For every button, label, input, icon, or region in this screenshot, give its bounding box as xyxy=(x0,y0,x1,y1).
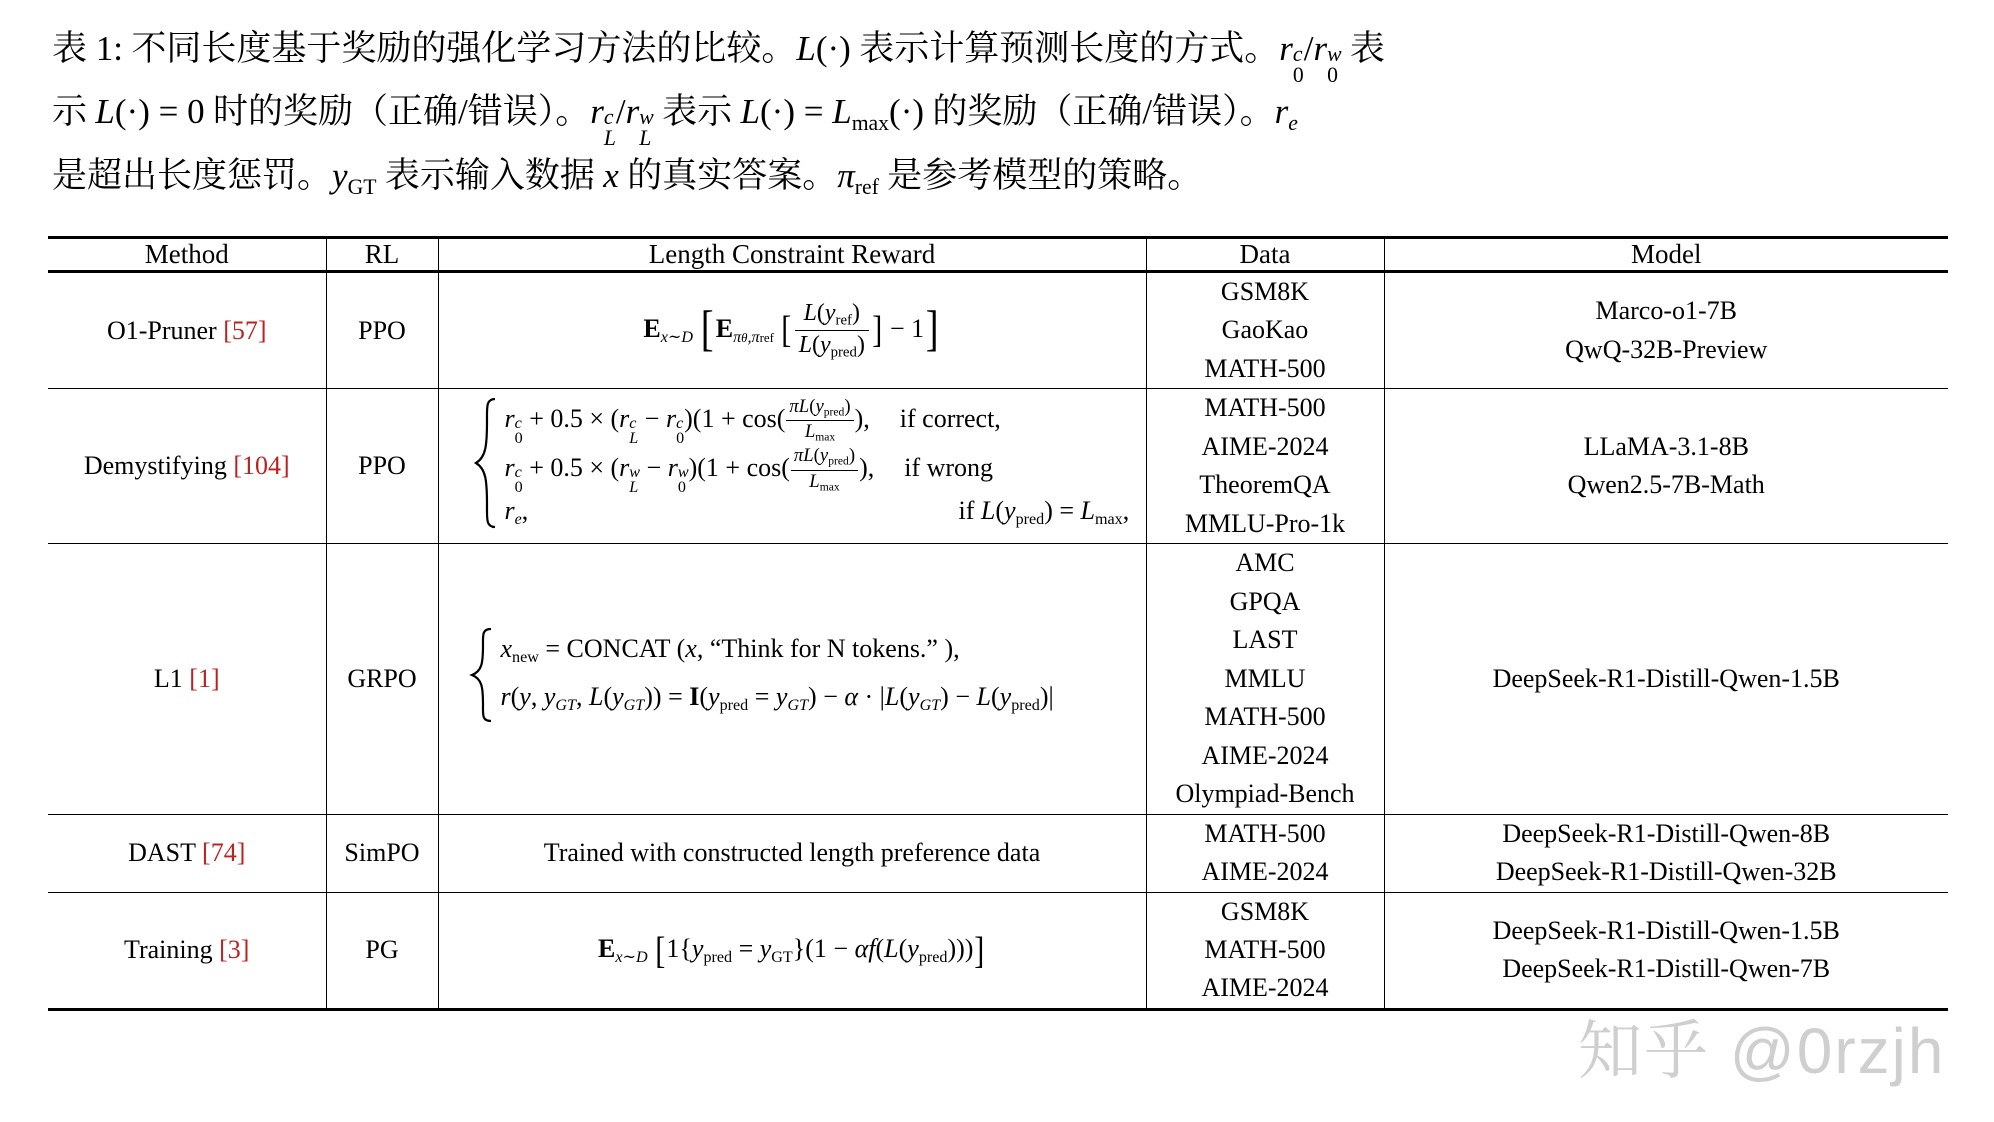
caption-line-3: 是超出长度惩罚。$y_{GT}$ 表示输入数据 x 的真实答案。$\pi_{ref}$ 是参考模型的策略。 xyxy=(52,155,1203,199)
caption-text-2a: 示 xyxy=(52,92,88,132)
model-item: Qwen2.5-7B-Math xyxy=(1567,470,1765,500)
cell-method xyxy=(48,544,326,814)
data-item: GSM8K xyxy=(1220,277,1310,306)
case-condition: if $L(y_{pred}) = L_{max}$, xyxy=(958,495,1130,528)
case-row xyxy=(505,496,1130,529)
caption-line-1: 表 1: 不同长度基于奖励的强化学习方法的比较。L(·) 表示计算预测长度的方式。r c 0 /r w 0 表 xyxy=(52,29,1385,87)
caption-text-3a: 是超出长度惩罚。 xyxy=(52,155,333,195)
case-expression: r c 0 + 0.5 × (r c L − r c 0 )(1 + cos( $\frac{\pi L(y_{pred})}{L_{max}}$ ), xyxy=(504,395,870,447)
left-brace-icon xyxy=(469,627,495,723)
case-row xyxy=(501,684,1054,714)
data-item: AIME-2024 xyxy=(1201,973,1329,1003)
cell-reward xyxy=(438,389,1146,543)
rule xyxy=(48,1009,1948,1011)
caption-text-3c: 的真实答案。 xyxy=(627,155,838,195)
caption-text-3d: 是参考模型的策略。 xyxy=(887,155,1203,195)
cell-method xyxy=(48,389,326,543)
cell-data xyxy=(1146,893,1384,1010)
data-item: Olympiad-Bench xyxy=(1175,779,1355,809)
case-expression: r(y, $y_{GT}$, $L(y_{GT})) = I(y_{pred} = y_{GT}) - \alpha \cdot |L(y_{GT}) - L(y_{pred})|$ xyxy=(500,682,1054,715)
caption-line-2: 示 L(·) = 0 时的奖励（正确/错误）。r c L /r w L 表示 $L(\cdot) = L_{max}(\cdot)$ 的奖励（正确/错误）。$r_e$ xyxy=(52,92,1298,150)
watermark: 知乎 @0rzjh xyxy=(1578,1015,1946,1087)
cell-rl: PPO xyxy=(326,273,438,389)
data-list xyxy=(1147,893,1384,1008)
header-length-constraint-reward: Length Constraint Reward xyxy=(438,239,1146,271)
table-bottom-rule xyxy=(48,1009,1948,1011)
case-row xyxy=(501,636,1054,666)
model-item: DeepSeek-R1-Distill-Qwen-8B xyxy=(1502,818,1831,848)
cell-rl: SimPO xyxy=(326,815,438,892)
header-method: Method xyxy=(144,239,229,269)
cell-method xyxy=(48,893,326,1010)
method-name: Training xyxy=(124,935,213,965)
caption-text-2b: 时的奖励（正确/错误）。 xyxy=(212,92,591,132)
data-item: AIME-2024 xyxy=(1201,431,1329,461)
data-item: GaoKao xyxy=(1221,315,1309,345)
data-item: MMLU-Pro-1k xyxy=(1184,508,1346,538)
reward-formula: $E_{x\sim D}$ $[1\{y_{pred} = y_{GT}\}(1 - \alpha f(L(y_{pred})))]$ xyxy=(597,929,985,972)
case-expression: r c 0 + 0.5 × (r w L − r w 0 )(1 + cos( $\frac{\pi L(y_{pred})}{L_{max}}$ ), xyxy=(504,445,875,497)
citation-link[interactable]: [1] xyxy=(189,663,220,693)
cell-reward xyxy=(438,893,1146,1010)
caption-text-1c: 表 xyxy=(1349,29,1385,68)
citation-link[interactable]: [57] xyxy=(223,315,267,345)
model-item: Marco-o1-7B xyxy=(1595,296,1737,326)
comparison-table-container xyxy=(48,236,1948,1011)
reward-formula: $E_{x\sim D}$ [$E_{\pi\theta,\pi ref}$ [ $\frac{L(y_{ref})}{L(y_{pred})}$ ] − 1] xyxy=(643,299,939,361)
data-list xyxy=(1147,389,1384,543)
data-item: MATH-500 xyxy=(1204,934,1326,964)
data-list xyxy=(1147,815,1384,892)
citation-link[interactable]: [104] xyxy=(233,451,290,481)
model-list xyxy=(1385,292,1949,369)
table-header-row xyxy=(48,239,1948,271)
cell-reward xyxy=(438,273,1146,389)
data-item: AIME-2024 xyxy=(1201,740,1329,770)
table-row xyxy=(48,815,1948,892)
cell-model xyxy=(1384,893,1948,1010)
data-item: AIME-2024 xyxy=(1201,857,1329,887)
table-row xyxy=(48,273,1948,389)
model-item: DeepSeek-R1-Distill-Qwen-1.5B xyxy=(1492,663,1840,693)
method-name: DAST xyxy=(128,838,196,868)
cell-data xyxy=(1146,273,1384,389)
cell-reward: Trained with constructed length preference data xyxy=(438,815,1146,892)
caption-text-2c: 表示 xyxy=(662,92,733,132)
cell-rl: PG xyxy=(326,893,438,1010)
cell-model xyxy=(1384,273,1948,389)
model-list xyxy=(1385,660,1949,698)
model-list xyxy=(1385,428,1949,505)
case-condition: if wrong xyxy=(904,453,994,483)
data-item: GPQA xyxy=(1229,586,1301,616)
case-expression: $x_{new}$ = CONCAT (x, “Think for N tokens.” ), xyxy=(500,634,960,667)
reward-cases xyxy=(473,397,1130,529)
model-item: DeepSeek-R1-Distill-Qwen-1.5B xyxy=(1492,915,1840,945)
header-model: Model xyxy=(1384,239,1948,271)
model-list xyxy=(1385,912,1949,989)
cell-reward xyxy=(438,544,1146,814)
citation-link[interactable]: [3] xyxy=(219,935,250,965)
cell-method xyxy=(48,815,326,892)
data-item: LAST xyxy=(1232,625,1298,655)
cell-model xyxy=(1384,815,1948,892)
header-rl: RL xyxy=(326,239,438,271)
table-row xyxy=(48,893,1948,1010)
caption-text-2d: 的奖励（正确/错误）。 xyxy=(932,92,1275,132)
caption-label: 表 1: xyxy=(52,29,123,68)
model-item: DeepSeek-R1-Distill-Qwen-7B xyxy=(1502,954,1831,984)
case-row xyxy=(505,397,1130,446)
data-item: AMC xyxy=(1235,548,1295,578)
cell-data xyxy=(1146,389,1384,543)
left-brace-icon xyxy=(473,397,499,529)
model-list xyxy=(1385,815,1949,892)
data-item: MMLU xyxy=(1224,663,1306,693)
model-item: LLaMA-3.1-8B xyxy=(1583,431,1749,461)
cell-data xyxy=(1146,544,1384,814)
comparison-table xyxy=(48,236,1948,1011)
data-item: TheoremQA xyxy=(1199,470,1331,500)
model-item: QwQ-32B-Preview xyxy=(1565,334,1768,364)
data-list xyxy=(1147,544,1384,813)
method-name: L1 xyxy=(153,663,183,693)
cell-rl: PPO xyxy=(326,389,438,543)
cell-data xyxy=(1146,815,1384,892)
data-item: GSM8K xyxy=(1220,896,1310,926)
case-expression: $r_e$, xyxy=(504,495,529,528)
table-row xyxy=(48,389,1948,543)
method-name: O1-Pruner xyxy=(106,315,217,345)
case-row xyxy=(505,446,1130,495)
reward-cases xyxy=(469,627,1054,723)
data-item: MATH-500 xyxy=(1204,702,1326,732)
table-row xyxy=(48,544,1948,814)
header-data: Data xyxy=(1146,239,1384,271)
citation-link[interactable]: [74] xyxy=(202,838,246,868)
data-item: MATH-500 xyxy=(1204,818,1326,848)
method-name: Demystifying xyxy=(83,451,227,481)
data-item: MATH-500 xyxy=(1204,353,1326,383)
cell-method xyxy=(48,273,326,389)
case-condition: if correct, xyxy=(899,403,1001,433)
cell-model xyxy=(1384,544,1948,814)
data-item: MATH-500 xyxy=(1204,393,1326,423)
caption-text-3b: 表示输入数据 xyxy=(384,155,595,195)
caption-text-1b: 表示计算预测长度的方式。 xyxy=(859,29,1280,68)
data-list xyxy=(1147,273,1384,388)
cell-rl: GRPO xyxy=(326,544,438,814)
caption-text-1a: 不同长度基于奖励的强化学习方法的比较。 xyxy=(131,29,797,68)
cell-model xyxy=(1384,389,1948,543)
table-caption xyxy=(52,22,1942,204)
model-item: DeepSeek-R1-Distill-Qwen-32B xyxy=(1495,857,1837,887)
